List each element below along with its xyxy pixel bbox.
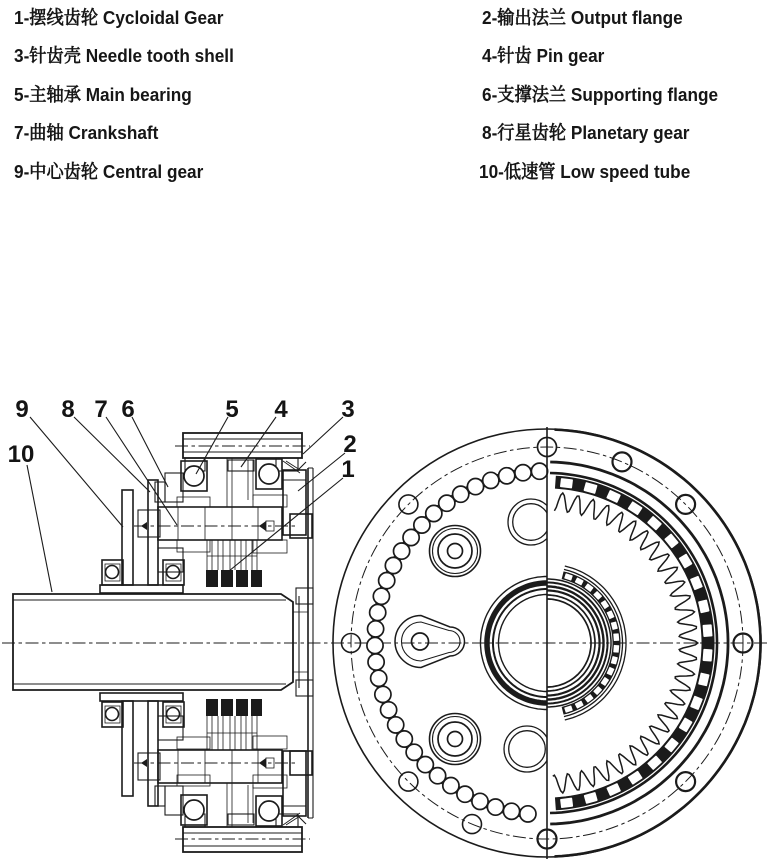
roller-bearing [177,540,210,552]
legend-item-8: 8-行星齿轮 Planetary gear [482,122,690,143]
pin-roller [689,575,704,591]
cage-roller [606,610,615,620]
pin-gear-circle [515,465,531,481]
legend-item-2: 2-输出法兰 Output flange [482,7,683,28]
pin-roller [697,599,710,614]
leader-line-3 [303,417,343,454]
left-gear-assembly [100,473,184,815]
pin-gear-circle [371,670,387,686]
small-bearing-ball [167,708,180,721]
callout-label-3: 3 [341,396,355,423]
callout-label-4: 4 [274,396,288,423]
callout-label-8: 8 [61,396,75,423]
support-shelf [100,585,183,593]
center-slot [395,616,465,668]
cage-roller [606,666,615,676]
pin-gear-circle [503,803,519,819]
pin-roller [689,695,704,711]
crank-hole-upper [430,526,481,577]
callout-label-2: 2 [343,431,357,458]
pin-gear-circle [373,588,389,604]
pin-gear-circle [394,543,410,559]
legend-item-4: 4-针齿 Pin gear [482,45,605,66]
pin-gear-circle [367,637,383,653]
pin-roller [559,797,574,809]
leader-line-10 [27,465,52,592]
pin-gear-circle [487,799,503,815]
shaft-wall-lines [13,600,286,684]
legend-item-10: 10-低速管 Low speed tube [479,161,691,182]
roller-bearing [253,736,287,749]
leader-line-2 [298,453,345,491]
leader-line-7 [106,417,177,525]
callout-label-10: 10 [7,441,35,468]
pin-roller [702,648,713,662]
pin-roller [697,672,710,687]
leader-line-8 [74,417,150,492]
pin-roller [702,624,713,638]
pin-gear-circle [467,479,483,495]
main-bearing-ball [259,801,279,821]
bolt-hole [399,772,418,791]
pin-gear-circle [472,793,488,809]
legend-item-1: 1-摆线齿轮 Cycloidal Gear [14,7,224,28]
callout-label-7: 7 [94,396,108,423]
callout-label-9: 9 [15,396,29,423]
legend-item-3: 3-针齿壳 Needle tooth shell [14,45,234,66]
pin-gear-circle [375,686,391,702]
pin-gear-circle [385,557,401,573]
legend-item-9: 9-中心齿轮 Central gear [14,161,204,182]
crank-hole-lower [430,714,481,765]
legend-item-5: 5-主轴承 Main bearing [14,84,192,105]
callout-label-6: 6 [121,396,135,423]
main-bearing-ball [259,464,279,484]
leader-lines [27,417,345,592]
callout-label-5: 5 [225,396,239,423]
small-bearing-ball [106,708,119,721]
pin-gear-circle [381,702,397,718]
small-bearing-ball [106,566,119,579]
pin-gear-circle [483,472,499,488]
cage-roller [613,633,620,642]
leader-line-6 [132,417,168,487]
main-bearing-ball [184,466,204,486]
bolt-hole [613,452,632,471]
pin-gear-circle [457,786,473,802]
legend-item-7: 7-曲轴 Crankshaft [14,122,159,143]
section-view [8,396,357,852]
cage-roller [613,644,620,653]
cage-roller [610,655,618,665]
main-bearing-ball [184,800,204,820]
leader-line-1 [229,478,343,571]
pin-gear-circle [499,468,515,484]
pin-roller [559,477,574,489]
pin-gear-circle [368,621,384,637]
pin-gear-circle [520,806,536,822]
leader-line-9 [30,417,123,527]
pin-gear-circle [531,463,547,479]
planetary-gear-plate [148,480,158,585]
low-speed-tube-shaft [13,594,293,690]
pin-gear-circle [368,654,384,670]
roller-bearing [253,540,287,553]
cage-roller [610,621,618,631]
pin-gear-circle [379,573,395,589]
pin-gear-circle [370,604,386,620]
socket-steps [293,612,308,672]
callout-label-1: 1 [341,456,355,483]
support-shelf [100,693,183,701]
roller-bearing [253,495,287,507]
legend-item-6: 6-支撑法兰 Supporting flange [482,84,719,105]
roller-bearing [177,737,210,749]
